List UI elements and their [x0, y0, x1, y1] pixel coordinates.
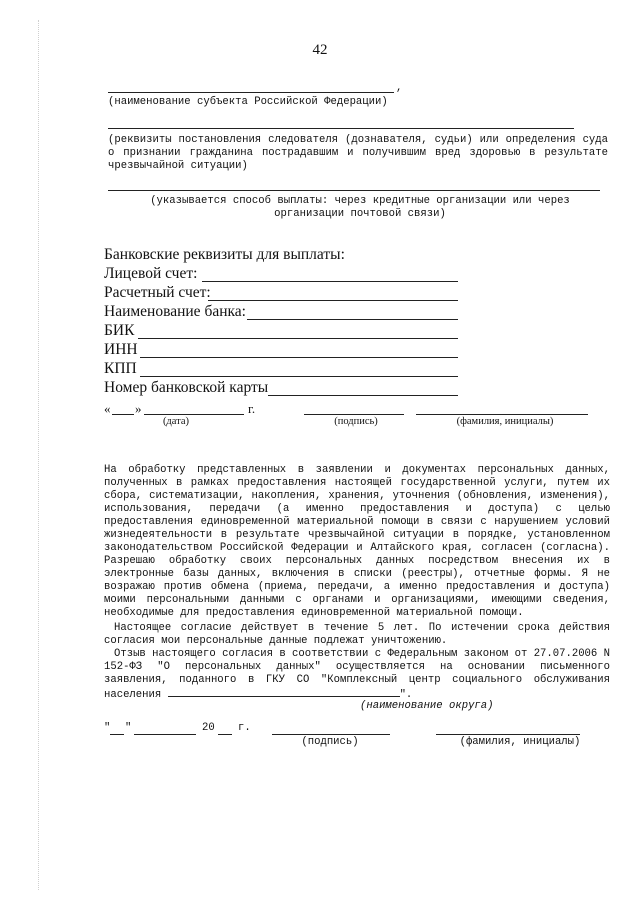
decision-caption: (реквизиты постановления следователя (дознавателя, судьи) или определения суда о признании гражданина пострадавшим и получившим вред здоровью в результате чрезвычайной ситуации) [108, 134, 608, 172]
date-open-quote: « [104, 401, 111, 416]
card-number-field[interactable] [268, 395, 458, 396]
bank-name-field[interactable] [247, 319, 458, 320]
payment-method-line[interactable] [108, 190, 600, 191]
signature-field[interactable] [304, 414, 404, 415]
date2-year-suffix: г. [238, 722, 251, 734]
decision-details-line[interactable] [108, 128, 574, 129]
inn-label: ИНН [104, 341, 138, 358]
date2-month-field[interactable] [134, 734, 196, 735]
bik-label: БИК [104, 322, 135, 339]
settlement-account-field[interactable] [208, 300, 458, 301]
full-name2-field[interactable] [436, 734, 580, 735]
subject-name-line[interactable] [108, 92, 394, 93]
date2-day-field[interactable] [110, 734, 124, 735]
bank-name-label: Наименование банка: [104, 303, 246, 320]
date-label: (дата) [162, 416, 190, 427]
signature2-label: (подпись) [301, 736, 359, 748]
date-month-field[interactable] [144, 414, 244, 415]
district-name-field[interactable] [168, 687, 400, 697]
signature-label: (подпись) [334, 416, 378, 427]
settlement-account-label: Расчетный счет: [104, 284, 211, 301]
kpp-field[interactable] [140, 376, 458, 377]
binding-margin-dots [38, 20, 39, 890]
bank-title: Банковские реквизиты для выплаты: [104, 246, 345, 263]
payment-method-caption: (указывается способ выплаты: через кредитные организации или через организации почтовой связи) [150, 195, 570, 220]
inn-field[interactable] [140, 357, 458, 358]
date2-year-prefix: 20 [202, 722, 215, 734]
date-close-quote: » [135, 401, 142, 416]
kpp-label: КПП [104, 360, 137, 377]
bik-field[interactable] [138, 338, 458, 339]
page-number: 42 [312, 42, 328, 58]
consent-paragraph-2: Настоящее согласие действует в течение 5 лет. По истечении срока действия согласия мои персональные данные подлежат уничтожению. [104, 622, 610, 647]
date-day-field[interactable] [112, 414, 134, 415]
personal-account-field[interactable] [202, 281, 458, 282]
date2-year-field[interactable] [218, 734, 232, 735]
signature2-field[interactable] [272, 734, 390, 735]
consent-paragraph-1: На обработку представленных в заявлении и документах персональных данных, полученных в рамках предоставления настоящей государственной услуги, путем их сбора, систематизации, накопления, хранения, уточнения (обновления, изменения), использования, передачи (а именно предоставления и доступа) с целью предоставления единовременной материальной помощи в связи с нарушением условий жизнедеятельности в результате чрезвычайной ситуации в порядке, установленном законодательством Российской Федерации и Алтайского края, согласен (согласна). Разрешаю обработку своих персональных данных посредством внесения их в электронные базы данных, включения в списки (реестры), отчетные формы. Я не возражаю против обмена (приема, передачи, а именно предоставления и доступа) моими персональными данными с органами и организациями, имеющими сведения, необходимые для предоставления единовременной материальной помощи. [104, 464, 610, 619]
consent-closing-quote: ". [399, 689, 413, 701]
subject-comma: , [396, 82, 403, 94]
consent-paragraph-3 [104, 648, 610, 702]
personal-account-label: Лицевой счет: [104, 265, 198, 282]
consent-revocation-text: Отзыв настоящего согласия в соответствии с Федеральным законом от 27.07.2006 N 152-ФЗ "О персональных данных" осуществляется на основании письменного заявления, поданного в ГКУ СО "Комплексный центр социального обслуживания населения [104, 648, 610, 701]
subject-caption: (наименование субъекта Российской Федерации) [108, 96, 388, 108]
date2-close-quote: " [125, 722, 132, 734]
district-caption: (наименование округа) [360, 700, 494, 712]
full-name-field[interactable] [416, 414, 588, 415]
full-name2-label: (фамилия, инициалы) [459, 736, 581, 748]
date-year-suffix: г. [248, 401, 256, 416]
card-number-label: Номер банковской карты [104, 379, 269, 396]
full-name-label: (фамилия, инициалы) [456, 416, 554, 427]
date2-open-quote: " [104, 722, 111, 734]
